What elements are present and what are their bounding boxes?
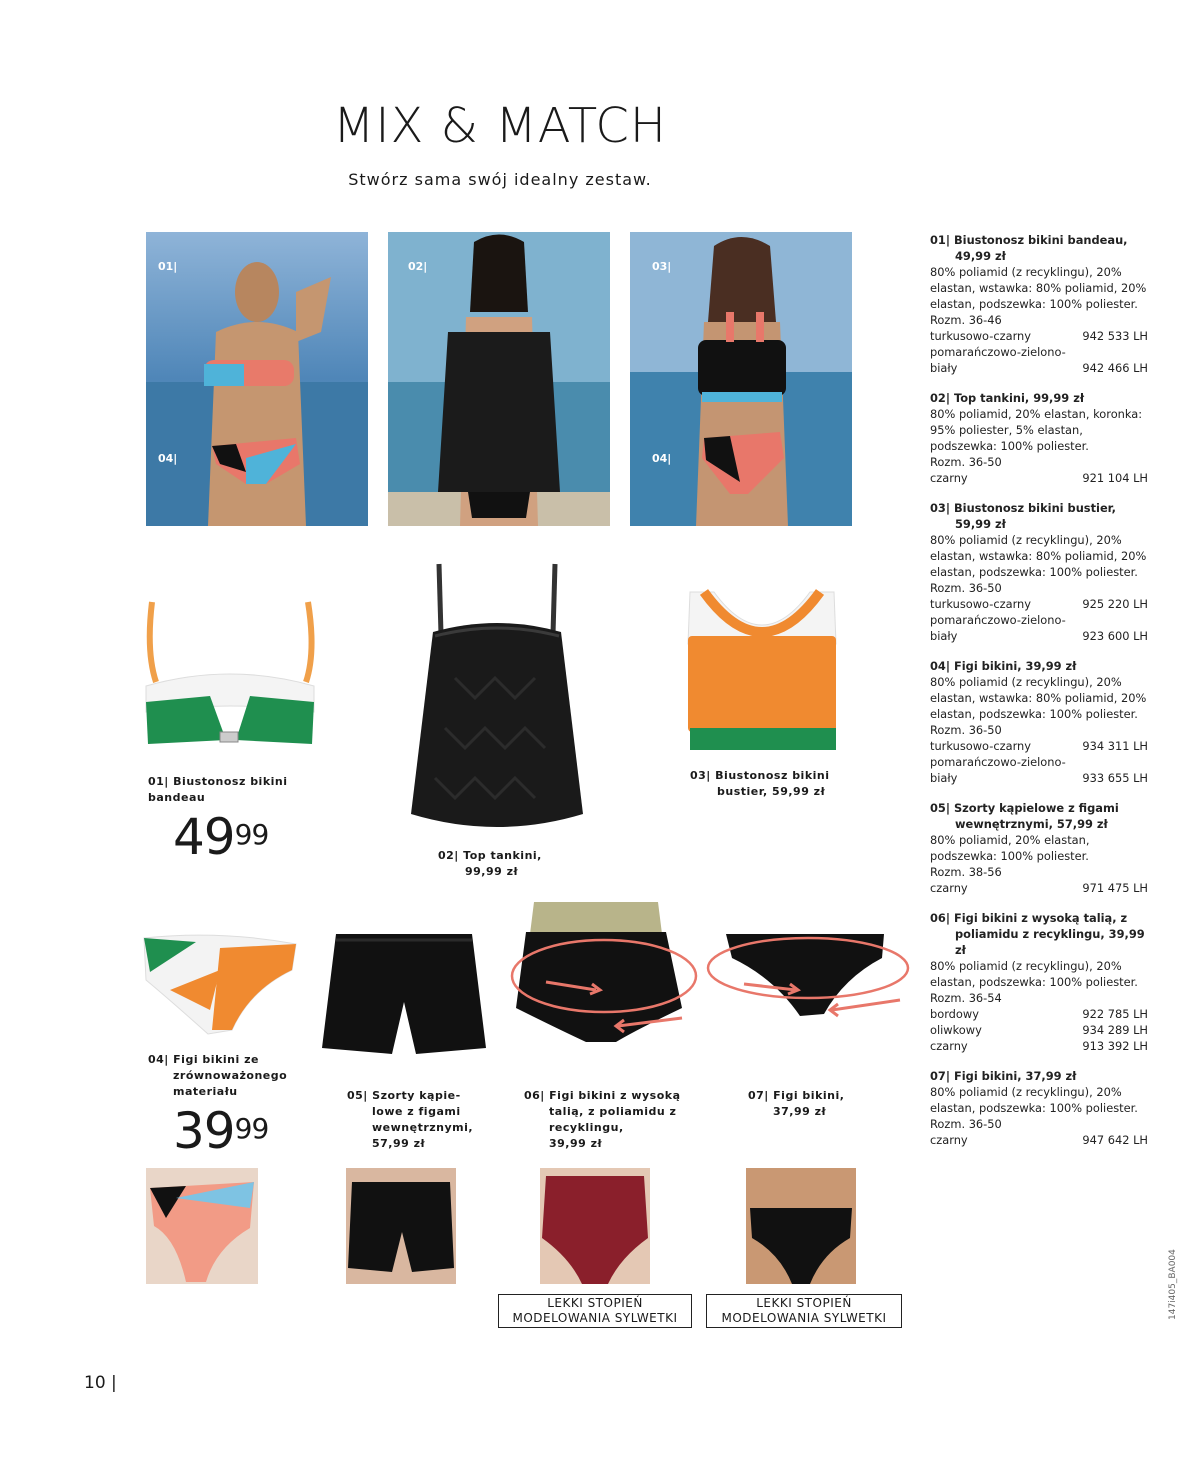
- product-num: 06|: [524, 1089, 545, 1102]
- color-name: czarny: [930, 1133, 968, 1147]
- spec-color-row: [930, 612, 1148, 644]
- product-name: Biustonosz bikini: [715, 769, 830, 782]
- page-subtitle: Stwórz sama swój idealny zestaw.: [348, 170, 652, 189]
- shaping-badge-07: [706, 1294, 902, 1328]
- product-name: Biustonosz bikini bandeau: [148, 775, 288, 804]
- spec-description: 80% poliamid (z recyklingu), 20% elastan, podszewka: 100% poliester.: [930, 959, 1138, 989]
- color-name: turkusowo-czarny: [930, 329, 1032, 343]
- product-price: bustier, 59,99 zł: [717, 785, 826, 798]
- spec-color-row: [930, 1038, 1148, 1054]
- color-name: turkusowo-czarny: [930, 597, 1032, 611]
- photo-tag-top: 02|: [408, 260, 428, 273]
- spec-color-row: [930, 328, 1148, 344]
- spec-size: Rozm. 36-46: [930, 313, 1002, 327]
- spec-color-row: [930, 738, 1148, 754]
- price-int: 39: [173, 1102, 235, 1160]
- product-num: 05|: [347, 1089, 368, 1102]
- product-image-tankini: [405, 558, 587, 840]
- spec-description: 80% poliamid (z recyklingu), 20% elastan, podszewka: 100% poliester.: [930, 1085, 1138, 1115]
- spec-block: [930, 1068, 1148, 1148]
- product-caption-07: [748, 1088, 878, 1120]
- spec-title: 07| Figi bikini, 37,99 zł: [930, 1069, 1077, 1083]
- product-num: 02|: [438, 849, 459, 862]
- spec-title: 01| Biustonosz bikini bandeau, 49,99 zł: [930, 233, 1128, 263]
- spec-title: 06| Figi bikini z wysoką talią, z poliamidu z recyklingu, 39,99 zł: [930, 911, 1145, 957]
- thumbnail-bikini-bottom: [146, 1168, 258, 1284]
- spec-color-row: [930, 470, 1148, 486]
- product-name: Figi bikini,: [773, 1089, 845, 1102]
- item-code: 942 533 LH: [1082, 329, 1148, 343]
- spec-title: 05| Szorty kąpielowe z figami wewnętrznymi, 57,99 zł: [930, 801, 1119, 831]
- product-price: 39,99 zł: [549, 1137, 603, 1150]
- thumbnail-high-waist-bottom: [540, 1168, 650, 1284]
- photo-tag-bottom: 04|: [652, 452, 672, 465]
- spec-size: Rozm. 36-50: [930, 1117, 1002, 1131]
- product-num: 01|: [148, 775, 169, 788]
- product-name: Figi bikini ze zrównoważonego materiału: [173, 1053, 288, 1098]
- item-code: 913 392 LH: [1082, 1039, 1148, 1053]
- price-dec: 99: [234, 818, 269, 851]
- color-name: czarny: [930, 881, 968, 895]
- color-name: czarny: [930, 1039, 968, 1053]
- page-title: MIX & MATCH: [332, 98, 668, 154]
- spec-block: [930, 390, 1148, 486]
- spec-color-row: [930, 754, 1148, 786]
- product-price: 57,99 zł: [372, 1137, 426, 1150]
- product-caption-02: [438, 848, 568, 880]
- product-num: 07|: [748, 1089, 769, 1102]
- product-image-bikini-bottom: [140, 930, 300, 1036]
- color-name: pomarańczowo-zielono-biały: [930, 613, 1066, 643]
- item-code: 934 311 LH: [1082, 739, 1148, 753]
- product-image-swim-shorts: [320, 930, 488, 1058]
- item-code: 933 655 LH: [1082, 771, 1148, 785]
- page-number: 10 |: [84, 1373, 117, 1393]
- badge-line-2: MODELOWANIA SYLWETKI: [512, 1311, 678, 1325]
- shaping-badge-06: [498, 1294, 692, 1328]
- photo-tag-bottom: 04|: [158, 452, 178, 465]
- spec-size: Rozm. 36-54: [930, 991, 1002, 1005]
- price-dec: 99: [234, 1112, 269, 1145]
- spec-description: 80% poliamid, 20% elastan, podszewka: 100% poliester.: [930, 833, 1090, 863]
- color-name: turkusowo-czarny: [930, 739, 1032, 753]
- spec-description: 80% poliamid (z recyklingu), 20% elastan, wstawka: 80% poliamid, 20% elastan, podszewka: 100% poliester.: [930, 265, 1147, 311]
- color-name: oliwkowy: [930, 1023, 982, 1037]
- color-name: czarny: [930, 471, 968, 485]
- item-code: 922 785 LH: [1082, 1007, 1148, 1021]
- spec-block: [930, 800, 1148, 896]
- badge-line-2: MODELOWANIA SYLWETKI: [721, 1311, 887, 1325]
- model-photo-2: [388, 232, 610, 526]
- spec-description: 80% poliamid, 20% elastan, koronka: 95% poliester, 5% elastan, podszewka: 100% poliester.: [930, 407, 1143, 453]
- product-price-04: [173, 1102, 269, 1160]
- product-name: Figi bikini z wysoką talią, z poliamidu z recyklingu,: [549, 1089, 681, 1134]
- item-code: 925 220 LH: [1082, 597, 1148, 611]
- spec-description: 80% poliamid (z recyklingu), 20% elastan, wstawka: 80% poliamid, 20% elastan, podszewka: 100% poliester.: [930, 533, 1147, 579]
- item-code: 947 642 LH: [1082, 1133, 1148, 1147]
- product-caption-01: [148, 774, 298, 806]
- product-num: 03|: [690, 769, 711, 782]
- item-code: 934 289 LH: [1082, 1023, 1148, 1037]
- spec-description: 80% poliamid (z recyklingu), 20% elastan, wstawka: 80% poliamid, 20% elastan, podszewka: 100% poliester.: [930, 675, 1147, 721]
- spec-block: [930, 500, 1148, 644]
- product-name: Top tankini,: [463, 849, 542, 862]
- spec-block: [930, 658, 1148, 786]
- product-caption-06: [524, 1088, 684, 1152]
- product-num: 04|: [148, 1053, 169, 1066]
- thumbnail-swim-shorts: [346, 1168, 456, 1284]
- catalog-code: 147i405_BA004: [1168, 1249, 1178, 1320]
- product-caption-03: [690, 768, 840, 800]
- spec-block: [930, 910, 1148, 1054]
- item-code: 923 600 LH: [1082, 629, 1148, 643]
- product-price: 37,99 zł: [773, 1105, 827, 1118]
- item-code: 942 466 LH: [1082, 361, 1148, 375]
- color-name: bordowy: [930, 1007, 979, 1021]
- model-photo-3: [630, 232, 852, 526]
- color-name: pomarańczowo-zielono-biały: [930, 345, 1066, 375]
- spec-title: 04| Figi bikini, 39,99 zł: [930, 659, 1077, 673]
- spec-color-row: [930, 1006, 1148, 1022]
- badge-line-1: LEKKI STOPIEŃ: [756, 1296, 852, 1310]
- spec-title: 03| Biustonosz bikini bustier, 59,99 zł: [930, 501, 1116, 531]
- photo-tag-top: 03|: [652, 260, 672, 273]
- photo-tag-top: 01|: [158, 260, 178, 273]
- spec-color-row: [930, 880, 1148, 896]
- spec-size: Rozm. 36-50: [930, 455, 1002, 469]
- product-image-bandeau: [140, 592, 320, 752]
- price-int: 49: [173, 808, 235, 866]
- spec-color-row: [930, 1022, 1148, 1038]
- color-name: pomarańczowo-zielono-biały: [930, 755, 1066, 785]
- product-specs: [930, 232, 1148, 1162]
- badge-line-1: LEKKI STOPIEŃ: [547, 1296, 643, 1310]
- product-price: 99,99 zł: [465, 865, 519, 878]
- product-price-01: [173, 808, 269, 866]
- item-code: 921 104 LH: [1082, 471, 1148, 485]
- product-caption-05: [347, 1088, 477, 1152]
- item-code: 971 475 LH: [1082, 881, 1148, 895]
- spec-title: 02| Top tankini, 99,99 zł: [930, 391, 1085, 405]
- spec-size: Rozm. 38-56: [930, 865, 1002, 879]
- model-photo-1: [146, 232, 368, 526]
- product-name: Szorty kąpie- lowe z figami wewnętrznymi,: [372, 1089, 474, 1134]
- product-image-high-waist-bottom: [506, 898, 702, 1046]
- thumbnail-bikini-brief: [746, 1168, 856, 1284]
- spec-block: [930, 232, 1148, 376]
- product-image-bustier: [684, 588, 840, 756]
- spec-size: Rozm. 36-50: [930, 581, 1002, 595]
- product-caption-04: [148, 1052, 298, 1100]
- spec-color-row: [930, 344, 1148, 376]
- spec-size: Rozm. 36-50: [930, 723, 1002, 737]
- spec-color-row: [930, 1132, 1148, 1148]
- product-image-bikini-brief: [704, 928, 914, 1024]
- spec-color-row: [930, 596, 1148, 612]
